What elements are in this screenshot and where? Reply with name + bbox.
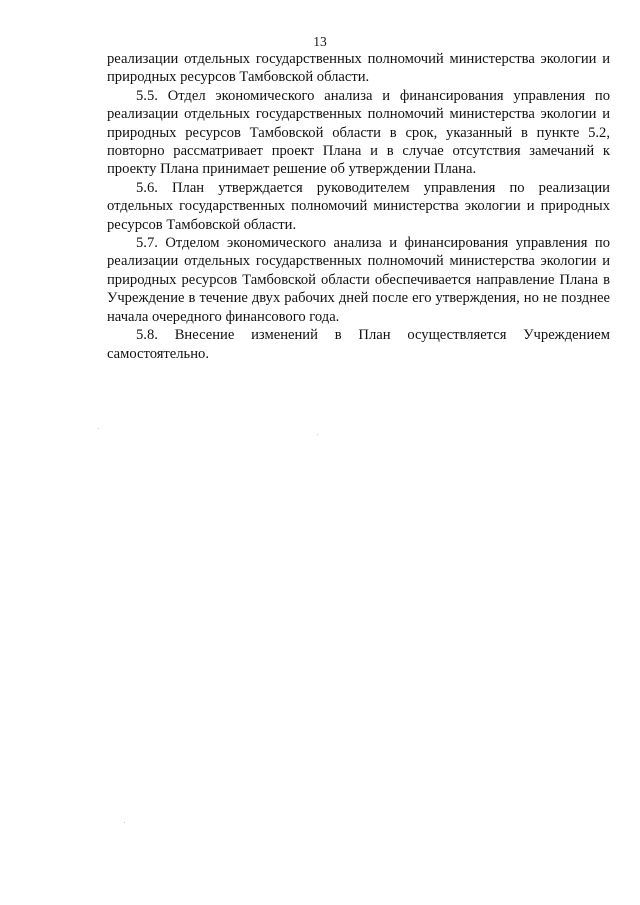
- scan-speck: [124, 822, 125, 823]
- paragraph-5-6: 5.6. План утверждается руководителем управления по реализации отдельных государственных полномочий министерства экологии и природных ресурсов Тамбовской области.: [107, 179, 610, 233]
- paragraph-continuation: реализации отдельных государственных полномочий министерства экологии и природных ресурсов Тамбовской области.: [107, 51, 610, 86]
- scan-speck: [317, 434, 318, 435]
- paragraph-5-5: 5.5. Отдел экономического анализа и финансирования управления по реализации отдельных государственных полномочий министерства экологии и природных ресурсов Тамбовской области в срок, указанный в пункте 5.2, повторно рассматривает проект Плана и в случае отсутствия замечаний к проекту Плана принимает решение об утверждении Плана.: [107, 87, 610, 178]
- document-body: [107, 50, 610, 363]
- paragraph-5-7: 5.7. Отделом экономического анализа и финансирования управления по реализации отдельных государственных полномочий министерства экологии и природных ресурсов Тамбовской области обеспечивается направление Плана в Учреждение в течение двух рабочих дней после его утверждения, но не позднее начала очередного финансового года.: [107, 235, 610, 325]
- paragraph-5-8: 5.8. Внесение изменений в План осуществляется Учреждением самостоятельно.: [107, 327, 610, 362]
- scan-speck: [98, 428, 99, 429]
- page-number: 13: [313, 34, 327, 49]
